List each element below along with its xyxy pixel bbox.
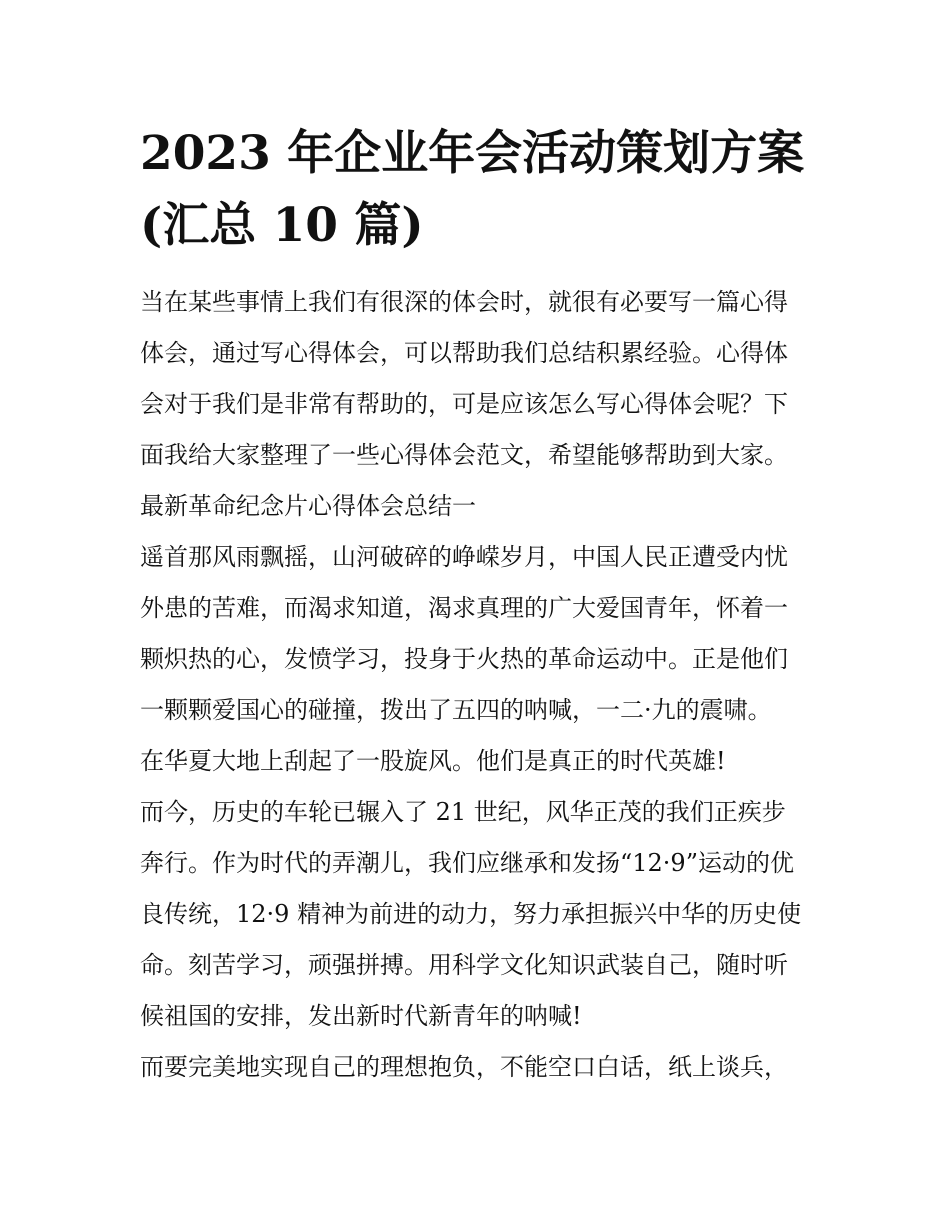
text-line: 在华夏大地上刮起了一股旋风。他们是真正的时代英雄! (140, 747, 726, 775)
document-body (140, 277, 820, 1093)
text-line: 一颗颗爱国心的碰撞，拨出了五四的呐喊，一二·九的震啸。 (140, 696, 772, 724)
body-paragraph (140, 787, 820, 1042)
text-line: 会对于我们是非常有帮助的，可是应该怎么写心得体会呢？下 (140, 390, 788, 418)
text-line: 颗炽热的心，发愤学习，投身于火热的革命运动中。正是他们 (140, 645, 788, 673)
intro-paragraph (140, 277, 820, 481)
text-line: 而要完美地实现自己的理想抱负，不能空口白话，纸上谈兵， (140, 1053, 788, 1081)
body-paragraph (140, 1042, 820, 1093)
section-heading (140, 481, 820, 532)
title-line-2: (汇总 10 篇) (140, 198, 424, 253)
text-line: 体会，通过写心得体会，可以帮助我们总结积累经验。心得体 (140, 339, 788, 367)
text-line: 面我给大家整理了一些心得体会范文，希望能够帮助到大家。 (140, 441, 788, 469)
text-line: 候祖国的安排，发出新时代新青年的呐喊! (140, 1002, 582, 1030)
text-line: 而今，历史的车轮已辗入了 21 世纪，风华正茂的我们正疾步 (140, 798, 786, 826)
text-line: 当在某些事情上我们有很深的体会时，就很有必要写一篇心得 (140, 288, 788, 316)
body-paragraph (140, 736, 820, 787)
text-line: 命。刻苦学习，顽强拼搏。用科学文化知识武装自己，随时听 (140, 951, 788, 979)
text-line: 奔行。作为时代的弄潮儿，我们应继承和发扬“12·9”运动的优 (140, 849, 794, 877)
title-line-1: 2023 年企业年会活动策划方案 (140, 126, 805, 181)
document-title (140, 118, 840, 262)
body-paragraph (140, 532, 820, 736)
text-line: 最新革命纪念片心得体会总结一 (140, 492, 476, 520)
text-line: 遥首那风雨飘摇，山河破碎的峥嵘岁月，中国人民正遭受内忧 (140, 543, 788, 571)
text-line: 良传统，12·9 精神为前进的动力，努力承担振兴中华的历史使 (140, 900, 802, 928)
text-line: 外患的苦难，而渴求知道，渴求真理的广大爱国青年，怀着一 (140, 594, 788, 622)
